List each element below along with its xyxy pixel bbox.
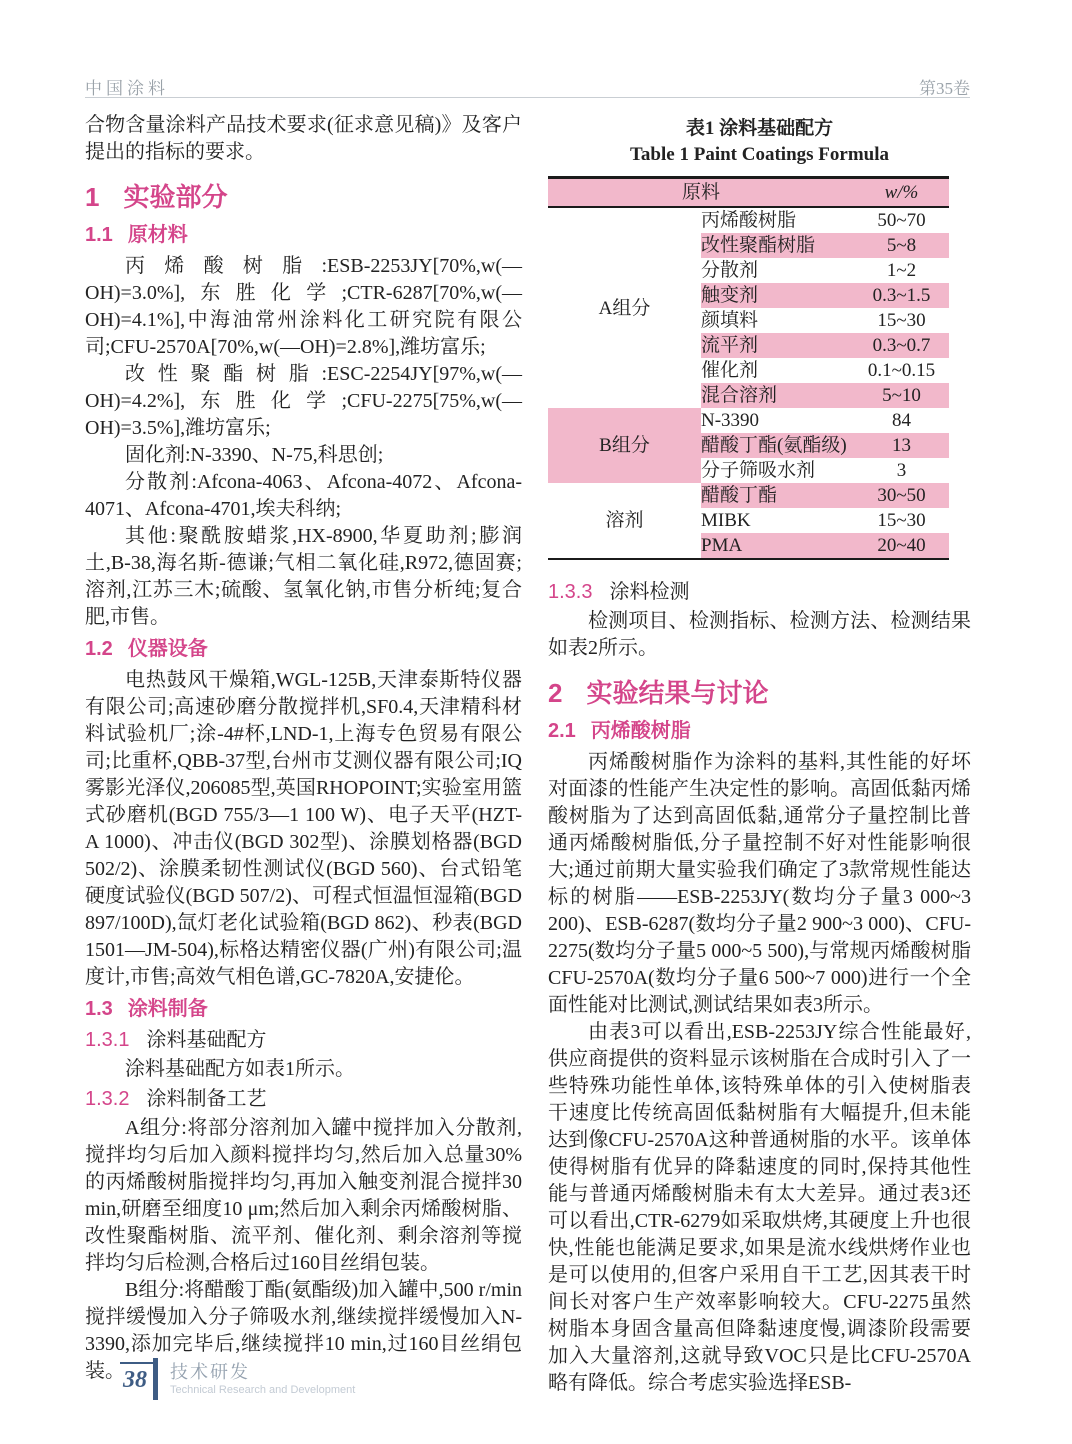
section-1-title: 实验部分 xyxy=(123,182,228,212)
section-1-3-3-number: 1.3.3 xyxy=(548,581,593,603)
formula-reference-paragraph: 涂料基础配方如表1所示。 xyxy=(125,1058,355,1080)
section-1-number: 1 xyxy=(85,182,100,212)
section-2-title: 实验结果与讨论 xyxy=(586,678,769,708)
table-cell-material: 流平剂 xyxy=(701,333,854,358)
table-cell-material: N-3390 xyxy=(701,410,760,431)
table-cell-material: 丙烯酸树脂 xyxy=(701,210,797,231)
section-1-3-1-heading xyxy=(85,1027,522,1054)
materials-paragraph-hardener: 固化剂:N-3390、N-75,科思创; xyxy=(125,444,384,466)
equipment-paragraph: 电热鼓风干燥箱,WGL-125B,天津泰斯特仪器有限公司;高速砂磨分散搅拌机,SF0.4,天津精科材料试验机厂;涂-4#杯,LND-1,上海专色贸易有限公司;比重杯,QBB-37型,台州市艾测仪器有限公司;IQ雾影光泽仪,206085型,英国RHOPOINT;实验室用篮式砂磨机(BGD 755/3—1 100 W)、电子天平(HZT-A 1000)、冲击仪(BGD 302型)、涂膜划格器(BGD 502/2)、涂膜柔韧性测试仪(BGD 560)、台式铅笔硬度试验仪(BGD 507/2)、可程式恒温恒湿箱(BGD 897/100D),氙灯老化试验箱(BGD 862)、秒表(BGD 1501—JM-504),标格达精密仪器(广州)有限公司;温度计,市售;高效气相色谱,GC-7820A,安捷伦。 xyxy=(85,669,522,988)
page-number: 38 xyxy=(123,1367,147,1393)
table-cell-value: 15~30 xyxy=(877,510,926,531)
table-cell-value: 1~2 xyxy=(886,260,917,281)
table-cell-value: 13 xyxy=(854,433,949,458)
table1-header-row xyxy=(548,178,949,208)
section-2-1-heading xyxy=(548,718,971,745)
page-footer xyxy=(120,1358,355,1400)
right-column xyxy=(548,112,971,1397)
section-1-3-heading xyxy=(85,996,522,1023)
section-2-heading xyxy=(548,677,971,709)
table1-header-weight-percent: w/% xyxy=(854,178,949,208)
page-header xyxy=(85,74,970,99)
discussion-paragraph-results: 由表3可以看出,ESB-2253JY综合性能最好,供应商提供的资料显示该树脂在合成时引入了一些特殊功能性单体,该特殊单体的引入使树脂表干速度比传统高固低黏树脂有大幅提升,但未能达到像CFU-2570A这种普通树脂的水平。该单体使得树脂有优异的降黏速度的同时,保持其他性能与普通丙烯酸树脂未有太大差异。通过表3还可以看出,CTR-6279如采取烘烤,其硬度上升也很快,性能也能满足要求,如果是流水线烘烤作业也是可以使用的,但客户采用自干工艺,因其表干时间长对客户生产效率影响较大。CFU-2275虽然树脂本身固含量高但降黏速度慢,调漆阶段需要加入大量溶剂,这就导致VOC只是比CFU-2570A略有降低。综合考虑实验选择ESB- xyxy=(548,1021,971,1394)
section-1-3-3-heading xyxy=(548,579,971,606)
section-1-3-title: 涂料制备 xyxy=(127,998,208,1020)
section-1-3-1-title: 涂料基础配方 xyxy=(146,1029,267,1051)
table1-paint-formula xyxy=(548,176,949,560)
table-cell-value: 0.3~0.7 xyxy=(854,333,949,358)
section-2-1-title: 丙烯酸树脂 xyxy=(590,720,691,742)
section-1-1-heading xyxy=(85,222,522,249)
table-cell-value: 5~8 xyxy=(854,233,949,258)
materials-paragraph-acrylic: 丙烯酸树脂:ESB-2253JY[70%,w(—OH)=3.0%],东胜化学;CTR-6287[70%,w(—OH)=4.1%],中海油常州涂料化工研究院有限公司;CFU-2570A[70%,w(—OH)=2.8%],潍坊富乐; xyxy=(85,255,522,358)
process-paragraph-component-a: A组分:将部分溶剂加入罐中搅拌加入分散剂,搅拌均匀后加入颜料搅拌均匀,然后加入总量30%的丙烯酸树脂搅拌均匀,再加入触变剂混合搅拌30 min,研磨至细度10 μm;然后加入剩余丙烯酸树脂、改性聚酯树脂、流平剂、催化剂、剩余溶剂等搅拌均匀后检测,合格后过160目丝绢包装。 xyxy=(85,1117,522,1274)
table1-group-solvent-label: 溶剂 xyxy=(605,510,644,531)
materials-paragraph-polyester: 改性聚酯树脂:ESC-2254JY[97%,w(—OH)=4.2%],东胜化学;CFU-2275[75%,w(—OH)=3.5%],潍坊富乐; xyxy=(85,363,522,439)
table-row xyxy=(548,408,949,433)
section-1-3-2-number: 1.3.2 xyxy=(85,1088,130,1110)
table-cell-material: 混合溶剂 xyxy=(701,383,854,408)
table1-header-material: 原料 xyxy=(548,178,854,208)
section-1-1-title: 原材料 xyxy=(127,224,188,246)
table-cell-value: 50~70 xyxy=(877,210,926,231)
table-cell-material: 颜填料 xyxy=(701,310,759,331)
volume-label: 第35卷 xyxy=(919,79,970,98)
section-1-2-title: 仪器设备 xyxy=(127,638,208,660)
table-cell-value: 84 xyxy=(892,410,911,431)
table-cell-value: 0.3~1.5 xyxy=(854,283,949,308)
section-1-3-1-number: 1.3.1 xyxy=(85,1029,130,1051)
table-cell-value: 30~50 xyxy=(854,483,949,508)
table-cell-material: 触变剂 xyxy=(701,283,854,308)
section-1-3-2-title: 涂料制备工艺 xyxy=(146,1088,267,1110)
table-cell-material: 改性聚酯树脂 xyxy=(701,233,854,258)
table1-title-zh: 表1 涂料基础配方 xyxy=(685,118,834,139)
table-cell-material: MIBK xyxy=(701,510,751,531)
section-1-3-number: 1.3 xyxy=(85,998,113,1020)
header-rule xyxy=(85,97,970,98)
footer-section-label-zh: 技术研发 xyxy=(170,1362,250,1382)
table-cell-value: 3 xyxy=(896,460,907,481)
section-1-heading xyxy=(85,181,522,213)
testing-paragraph: 检测项目、检测指标、检测方法、检测结果如表2所示。 xyxy=(548,610,971,659)
table1-title-en: Table 1 Paint Coatings Formula xyxy=(630,144,889,165)
table1-group-a-label: A组分 xyxy=(598,297,651,319)
table1-group-b-label: B组分 xyxy=(548,408,701,483)
section-2-number: 2 xyxy=(548,678,563,708)
table-cell-value: 0.1~0.15 xyxy=(867,360,936,381)
footer-labels xyxy=(170,1358,355,1398)
table-cell-material: 醋酸丁酯(氨酯级) xyxy=(701,433,854,458)
left-column xyxy=(85,112,522,1385)
table-cell-value: 20~40 xyxy=(854,533,949,559)
discussion-paragraph-resins: 丙烯酸树脂作为涂料的基料,其性能的好坏对面漆的性能产生决定性的影响。高固低黏丙烯酸树脂为了达到高固低黏,通常分子量控制比普通丙烯酸树脂低,分子量控制不好对性能影响很大;通过前期大量实验我们确定了3款常规性能达标的树脂——ESB-2253JY(数均分子量3 000~3 200)、ESB-6287(数均分子量2 900~3 000)、CFU-2275(数均分子量5 000~5 500),与常规丙烯酸树脂CFU-2570A(数均分子量6 500~7 000)进行一个全面性能对比测试,测试结果如表3所示。 xyxy=(548,751,971,1016)
section-1-1-number: 1.1 xyxy=(85,224,113,246)
table-cell-material: 分子筛吸水剂 xyxy=(701,460,816,481)
table-cell-value: 5~10 xyxy=(854,383,949,408)
section-1-2-number: 1.2 xyxy=(85,638,113,660)
table-cell-material: 醋酸丁酯 xyxy=(701,483,854,508)
process-paragraph-component-b: B组分:将醋酸丁酯(氨酯级)加入罐中,500 r/min搅拌缓慢加入分子筛吸水剂,继续搅拌缓慢加入N-3390,添加完毕后,继续搅拌10 min,过160目丝绢包装。 xyxy=(85,1279,522,1382)
table-cell-material: 催化剂 xyxy=(701,360,759,381)
materials-paragraph-others: 其他:聚酰胺蜡浆,HX-8900,华夏助剂;膨润土,B-38,海名斯-德谦;气相二氧化硅,R972,德固赛;溶剂,江苏三木;硫酸、氢氧化钠,市售分析纯;复合肥,市售。 xyxy=(85,525,522,628)
section-1-2-heading xyxy=(85,636,522,663)
table-cell-material: PMA xyxy=(701,533,854,559)
table-cell-value: 15~30 xyxy=(877,310,926,331)
intro-paragraph: 合物含量涂料产品技术要求(征求意见稿)》及客户提出的指标的要求。 xyxy=(85,114,522,163)
table-row xyxy=(548,207,949,233)
journal-name: 中国涂料 xyxy=(85,79,169,98)
page-number-box xyxy=(120,1362,153,1393)
materials-paragraph-dispersant: 分散剂:Afcona-4063、Afcona-4072、Afcona- 4071、Afcona-4701,埃夫科纳; xyxy=(85,471,522,520)
table-cell-material: 分散剂 xyxy=(701,260,759,281)
section-2-1-number: 2.1 xyxy=(548,720,576,742)
section-1-3-3-title: 涂料检测 xyxy=(609,581,690,603)
footer-section-label-en: Technical Research and Development xyxy=(170,1384,356,1396)
footer-divider-bar xyxy=(153,1358,158,1400)
table-row xyxy=(548,483,949,508)
section-1-3-2-heading xyxy=(85,1086,522,1113)
